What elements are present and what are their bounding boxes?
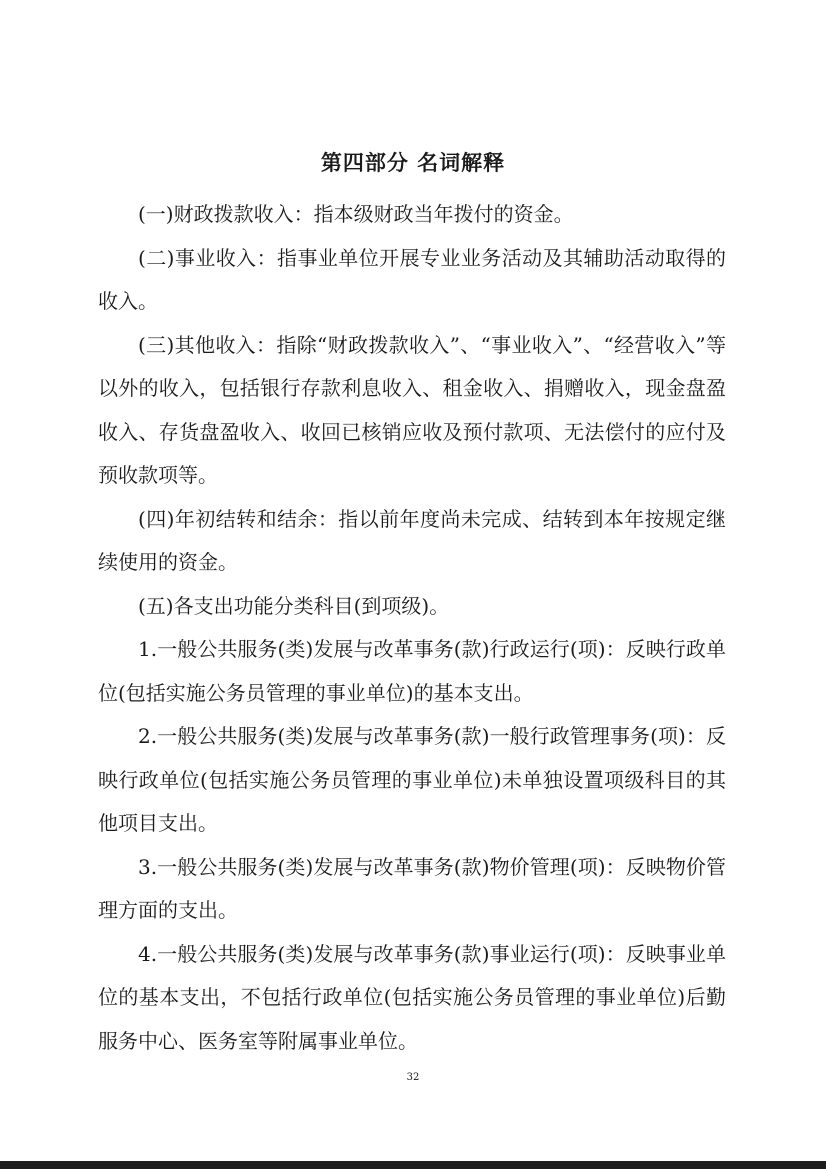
paragraph-item-1: 1.一般公共服务(类)发展与改革事务(款)行政运行(项)：反映行政单位(包括实施公务员管理的事业单位)的基本支出。: [98, 637, 726, 705]
paragraph-item-4: 4.一般公共服务(类)发展与改革事务(款)事业运行(项)：反映事业单位的基本支出，不包括行政单位(包括实施公务员管理的事业单位)后勤服务中心、医务室等附属事业单位。: [98, 941, 726, 1053]
page-number: 32: [406, 1072, 420, 1083]
paragraph-item-3: 3.一般公共服务(类)发展与改革事务(款)物价管理(项)：反映物价管理方面的支出。: [98, 854, 726, 922]
paragraph-other-income: (三)其他收入：指除“财政拨款收入”、“事业收入”、“经营收入”等以外的收入，包括银行存款利息收入、租金收入、捐赠收入，现金盘盈收入、存货盘盈收入、收回已核销应收及预付款项、无法偿付的应付及预收款项等。: [98, 332, 726, 487]
body-text: [98, 193, 726, 1063]
paragraph-expenditure-classification: (五)各支出功能分类科目(到项级)。: [138, 593, 450, 618]
paragraph-item-2: 2.一般公共服务(类)发展与改革事务(款)一般行政管理事务(项)：反映行政单位(包括实施公务员管理的事业单位)未单独设置项级科目的其他项目支出。: [98, 724, 726, 835]
paragraph-business-income: (二)事业收入：指事业单位开展专业业务活动及其辅助活动取得的收入。: [98, 245, 726, 313]
paragraph-carryover-balance: (四)年初结转和结余：指以前年度尚未完成、结转到本年按规定继续使用的资金。: [98, 506, 726, 574]
scan-bottom-edge: [0, 1161, 826, 1169]
section-heading: 第四部分 名词解释: [320, 151, 506, 175]
paragraph-fiscal-appropriation-income: (一)财政拨款收入：指本级财政当年拨付的资金。: [138, 202, 574, 226]
